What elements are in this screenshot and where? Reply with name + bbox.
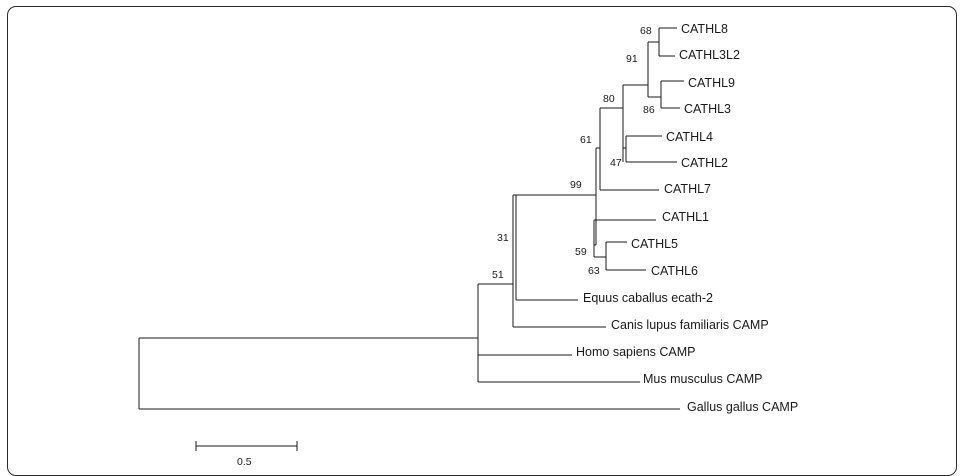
taxon-label: CATHL8 [681,22,729,36]
taxon-label: CATHL1 [662,210,710,224]
taxon-label: Homo sapiens CAMP [576,345,696,359]
taxon-label: CATHL5 [631,237,679,251]
taxon-label: CATHL3L2 [679,48,740,62]
bootstrap-value: 31 [497,232,509,244]
bootstrap-value: 59 [575,246,587,258]
taxon-label: Canis lupus familiaris CAMP [611,318,769,332]
bootstrap-value: 63 [588,265,600,277]
taxon-label: CATHL6 [651,264,699,278]
bootstrap-value: 80 [603,93,615,105]
scale-bar [196,441,297,451]
bootstrap-value: 99 [570,179,582,191]
taxon-label: Mus musculus CAMP [643,372,763,386]
bootstrap-value: 86 [643,104,655,116]
bootstrap-value: 51 [492,269,504,281]
bootstrap-value: 47 [610,157,622,169]
bootstrap-value: 68 [640,25,652,37]
scale-bar-label: 0.5 [237,456,252,466]
taxon-label: CATHL7 [664,182,712,196]
taxon-label: CATHL4 [666,130,714,144]
bootstrap-value: 91 [626,53,638,65]
taxon-label: CATHL3 [684,102,732,116]
taxon-label: CATHL9 [688,76,736,90]
taxon-label: Equus caballus ecath-2 [583,291,713,305]
taxon-label: Gallus gallus CAMP [687,400,799,414]
taxon-label: CATHL2 [681,156,729,170]
bootstrap-value: 61 [580,134,592,146]
